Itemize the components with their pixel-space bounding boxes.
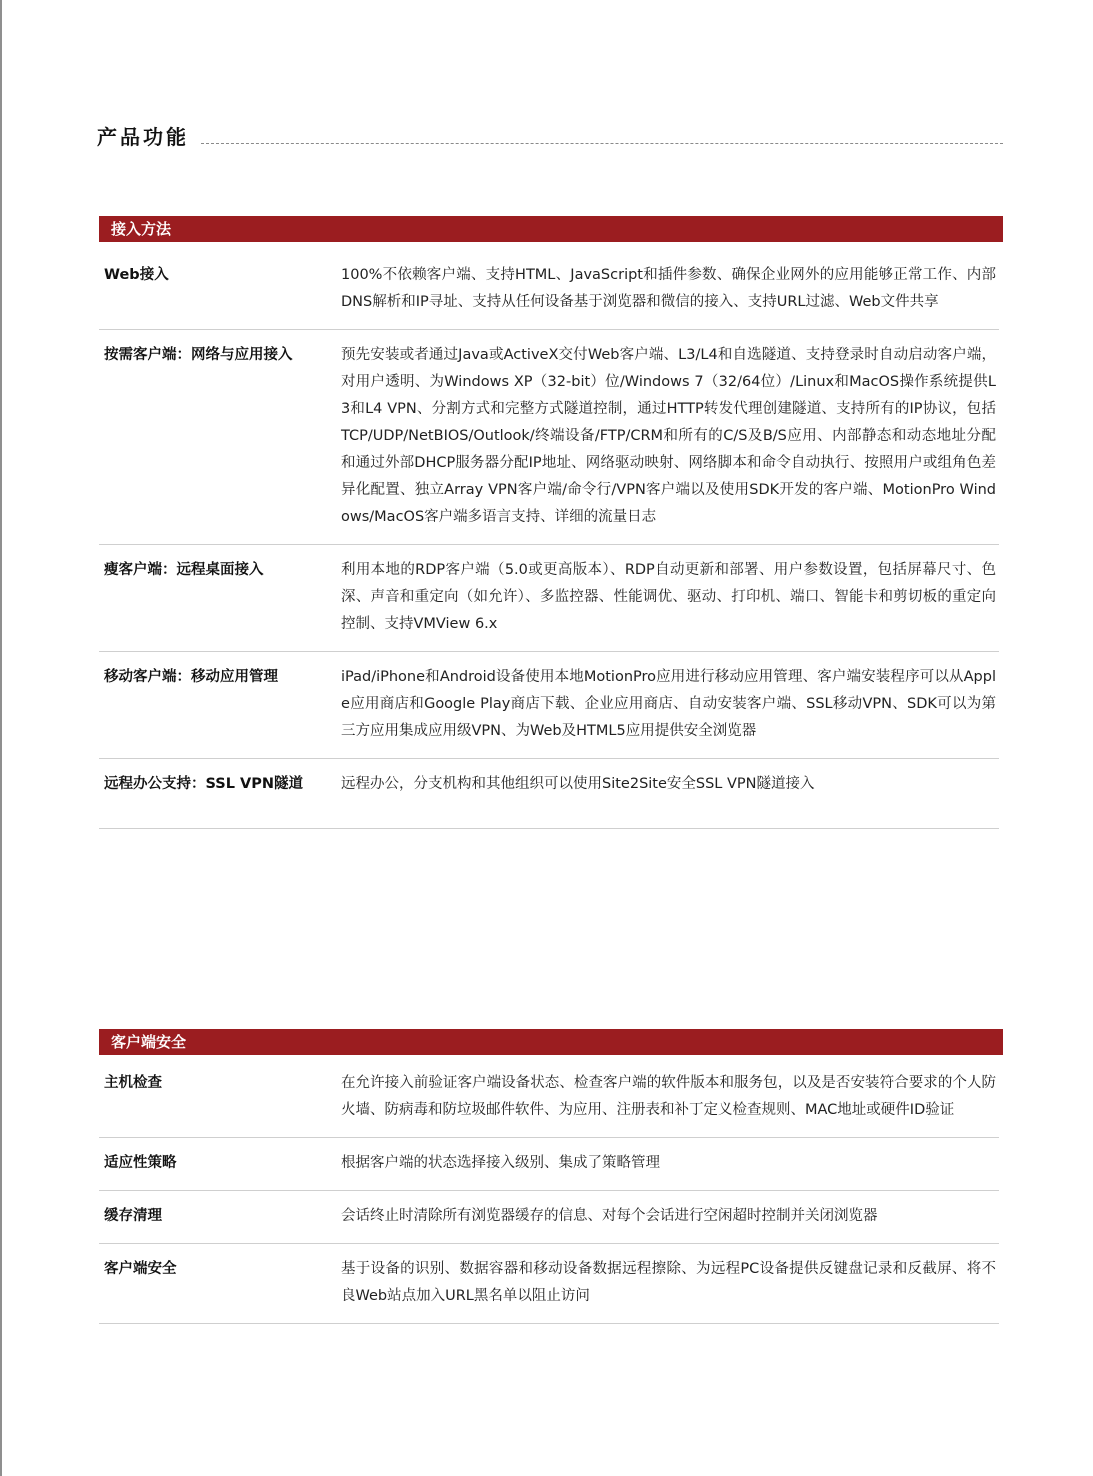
row-label: 主机检查 <box>104 1075 162 1091</box>
section-header: 接入方法 <box>99 216 1003 242</box>
table-row <box>99 652 999 759</box>
page-title-row <box>97 120 1003 150</box>
page-title: 产品功能 <box>97 125 189 149</box>
section-access-methods <box>99 216 1003 829</box>
section-client-security <box>99 1029 1003 1324</box>
page-left-border <box>0 0 2 1476</box>
row-description: 基于设备的识别、数据容器和移动设备数据远程擦除、为远程PC设备提供反键盘记录和反截屏、将不良Web站点加入URL黑名单以阻止访问 <box>341 1261 996 1304</box>
row-description: iPad/iPhone和Android设备使用本地MotionPro应用进行移动应用管理、客户端安装程序可以从Apple应用商店和Google Play商店下载、企业应用商店、自动安装客户端、SSL移动VPN、SDK可以为第三方应用集成应用级VPN、为Web及HTML5应用提供安全浏览器 <box>341 669 996 739</box>
row-description: 在允许接入前验证客户端设备状态、检查客户端的软件版本和服务包，以及是否安装符合要求的个人防火墙、防病毒和防垃圾邮件软件、为应用、注册表和补丁定义检查规则、MAC地址或硬件ID验证 <box>341 1075 996 1118</box>
section-header: 客户端安全 <box>99 1029 1003 1055</box>
table-row <box>99 1191 999 1244</box>
table-row <box>99 1138 999 1191</box>
row-label: 缓存清理 <box>104 1208 162 1224</box>
row-label: 适应性策略 <box>104 1155 177 1171</box>
row-label: 远程办公支持：SSL VPN隧道 <box>104 776 304 792</box>
table-row <box>99 1244 999 1324</box>
row-label: 移动客户端：移动应用管理 <box>104 669 278 685</box>
row-label: 瘦客户端：远程桌面接入 <box>104 562 264 578</box>
row-description: 根据客户端的状态选择接入级别、集成了策略管理 <box>341 1155 660 1171</box>
row-description: 预先安装或者通过Java或ActiveX交付Web客户端、L3/L4和自选隧道、支持登录时自动启动客户端，对用户透明、为Windows XP（32-bit）位/Windows 7（32/64位）/Linux和MacOS操作系统提供L3和L4 VPN、分割方式和完整方式隧道控制，通过HTTP转发代理创建隧道、支持所有的IP协议，包括TCP/UDP/NetBIOS/Outlook/终端设备/FTP/CRM和所有的C/S及B/S应用、内部静态和动态地址分配和通过外部DHCP服务器分配IP地址、网络驱动映射、网络脚本和命令自动执行、按照用户或组角色差异化配置、独立Array VPN客户端/命令行/VPN客户端以及使用SDK开发的客户端、MotionPro Windows/MacOS客户端多语言支持、详细的流量日志 <box>341 347 996 525</box>
table-row <box>99 242 999 330</box>
row-label: 按需客户端：网络与应用接入 <box>104 347 293 363</box>
row-description: 100%不依赖客户端、支持HTML、JavaScript和插件参数、确保企业网外的应用能够正常工作、内部DNS解析和IP寻址、支持从任何设备基于浏览器和微信的接入、支持URL过滤、Web文件共享 <box>341 267 996 310</box>
row-description: 远程办公，分支机构和其他组织可以使用Site2Site安全SSL VPN隧道接入 <box>341 776 815 792</box>
table-row <box>99 545 999 652</box>
row-label: 客户端安全 <box>104 1261 177 1277</box>
table-row <box>99 330 999 545</box>
table-row <box>99 759 999 829</box>
title-dashed-rule <box>201 143 1003 144</box>
row-label: Web接入 <box>104 267 169 283</box>
row-description: 会话终止时清除所有浏览器缓存的信息、对每个会话进行空闲超时控制并关闭浏览器 <box>341 1208 878 1224</box>
row-description: 利用本地的RDP客户端（5.0或更高版本）、RDP自动更新和部署、用户参数设置，包括屏幕尺寸、色深、声音和重定向（如允许）、多监控器、性能调优、驱动、打印机、端口、智能卡和剪切板的重定向控制、支持VMView 6.x <box>341 562 996 632</box>
table-row <box>99 1055 999 1138</box>
